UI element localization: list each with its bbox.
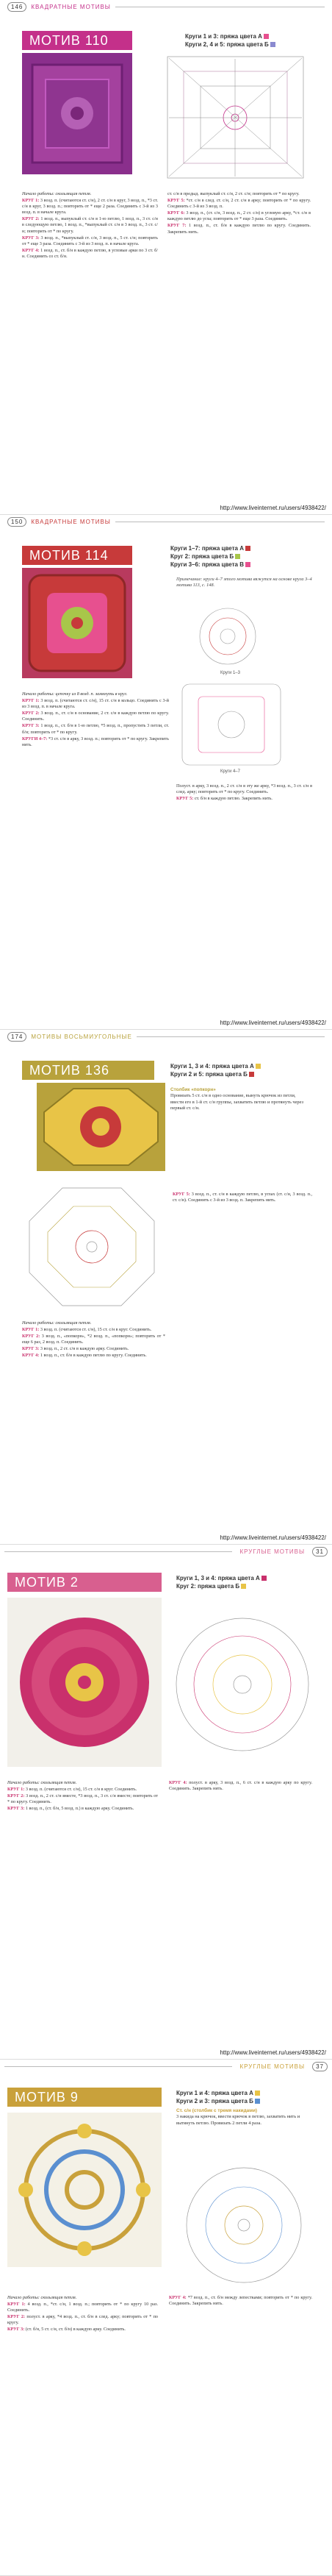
instructions-col-1: Начало работы: цепочку из 8 возд. п. замкнуть в круг. КРУГ 1: 3 возд. п. (считаются ст. с/н), 15 ст. с/н в кольцо. Соединить с 3-й из 3 возд. п. в начале круга. КРУГ 2: 3 возд. п., ст. с/н в основание, 2 ст. с/н в каждую петлю по кругу. Соединить. КРУГ 3: 1 возд. п., ст. б/н в 1-ю петлю, *5 возд. п., пропустить 3 петли, ст. б/н; повторить от * по кругу. КРУГИ 4–7: *3 ст. с/н в арку, 3 возд. п.; повторить от * по кругу. Закрепить нить.	[22, 691, 169, 747]
section-name: КРУГЛЫЕ МОТИВЫ	[239, 2063, 306, 2070]
yarn-legend: Круги 1 и 3: пряжа цвета А Круги 2, 4 и 5: пряжа цвета Б	[185, 32, 275, 49]
crochet-diagram-2	[176, 680, 286, 769]
motif-photo	[22, 568, 132, 678]
page-number: 31	[312, 1547, 328, 1556]
page-motif-110	[0, 0, 332, 515]
yarn-legend: Круги 1 и 4: пряжа цвета А Круги 2 и 3: пряжа цвета Б	[176, 2089, 260, 2105]
instructions-col-1: Начало работы: скользящая петля. КРУГ 1: 4 возд. п., *ст. с/н, 1 возд. п.; повторить от * по кругу 10 раз. Соединить. КРУГ 2: полуст. в арку, *4 возд. п., ст. б/н в след. арку; повторить от * по кругу. КРУГ 3: (ст. б/н, 5 ст. с/н, ст. б/н) в каждую арку. Соединить.	[7, 2295, 158, 2333]
motif-photo	[22, 53, 132, 174]
source-url[interactable]: http://www.liveinternet.ru/users/4938422/	[0, 2048, 332, 2058]
crochet-diagram	[169, 1604, 316, 1765]
page-header	[0, 2060, 332, 2073]
motif-title: МОТИВ 110	[22, 31, 132, 50]
page-motif-2	[0, 1545, 332, 2060]
section-name: КВАДРАТНЫЕ МОТИВЫ	[31, 3, 111, 10]
section-name: МОТИВЫ ВОСЬМИУГОЛЬНЫЕ	[31, 1033, 132, 1040]
page-motif-114	[0, 515, 332, 1030]
section-name: КВАДРАТНЫЕ МОТИВЫ	[31, 518, 111, 525]
source-url[interactable]: http://www.liveinternet.ru/users/4938422/	[0, 1533, 332, 1543]
crochet-diagram	[22, 1181, 162, 1313]
motif-title: МОТИВ 2	[7, 1573, 162, 1592]
motif-title: МОТИВ 9	[7, 2088, 162, 2107]
source-url[interactable]: http://www.liveinternet.ru/users/4938422/	[0, 503, 332, 513]
page-number: 37	[312, 2062, 328, 2071]
instructions-col-2: КРУГ 5: 3 возд. п., ст. с/н в каждую петлю, в углах (ст. с/н, 3 возд. п., ст. с/н). Соединить с 3-й из 3 возд. п. Закрепить нить.	[173, 1192, 312, 1203]
diagram-caption-2: Круги 4–7	[220, 769, 240, 774]
page-header	[0, 1545, 332, 1558]
stitch-box: Столбик «попкорн» Провязать 5 ст. с/н в одно основание, вынуть крючок из петли, ввести его в 1-й ст. с/н группы, захватить петлю и протянуть через первый ст. с/н.	[170, 1087, 304, 1111]
motif-photo	[7, 2113, 162, 2267]
instructions-col-1: Начало работы: скользящая петля. КРУГ 1: 3 возд. п. (считаются ст. с/н), 15 ст. с/н в круг. Соединить. КРУГ 2: 3 возд. п., «попкорн», *2 возд. п., «попкорн»; повторить от * еще 6 раз, 2 возд. п. Соединить. КРУГ 3: 3 возд. п., 2 ст. с/н в каждую арку. Соединить. КРУГ 4: 1 возд. п., ст. б/н в каждую петлю по кругу. Соединить.	[22, 1320, 165, 1359]
page-number: 174	[7, 1032, 26, 1042]
page-motif-136	[0, 1030, 332, 1545]
instructions-col-2: КРУГ 4: полуст. в арку, 3 возд. п., 6 ст. с/н в каждую арку по кругу. Соединить. Закрепить нить.	[169, 1780, 312, 1792]
motif-photo	[37, 1083, 165, 1171]
stitch-box: Ст. с/н (столбик с тремя накидами) 3 накида на крючок, ввести крючок в петлю, захватить нить и вытянуть петлю. Провязать 2 петли 4 раза.	[176, 2108, 300, 2126]
note-text: Примечание: круги 4–7 этого мотива вяжутся на основе круга 3–4 мотива 113, с. 148.	[176, 577, 312, 588]
crochet-diagram	[173, 2163, 316, 2288]
crochet-diagram	[160, 53, 311, 182]
page-number: 146	[7, 2, 26, 12]
section-name: КРУГЛЫЕ МОТИВЫ	[239, 1548, 306, 1555]
instructions-col-2: КРУГ 4: *7 возд. п., ст. б/н между лепестками; повторить от * по кругу. Соединить. Закрепить нить.	[169, 2295, 312, 2307]
page-motif-9	[0, 2060, 332, 2576]
page-header	[0, 0, 332, 13]
page-header	[0, 1030, 332, 1043]
instructions-col-2: Полуст. в арку, 3 возд. п., 2 ст. с/н в эту же арку, *3 возд. п., 3 ст. с/н в след. арку; повторить от * по кругу. Соединить. КРУГ 5: ст. б/н в каждую петлю. Закрепить нить.	[176, 783, 312, 802]
yarn-legend: Круги 1, 3 и 4: пряжа цвета А Круги 2 и 5: пряжа цвета Б	[170, 1062, 261, 1078]
motif-title: МОТИВ 114	[22, 546, 132, 565]
yarn-legend: Круги 1–7: пряжа цвета А Круг 2: пряжа цвета Б Круги 3–6: пряжа цвета В	[170, 544, 250, 569]
source-url[interactable]: http://www.liveinternet.ru/users/4938422/	[0, 1018, 332, 1028]
motif-photo	[7, 1598, 162, 1767]
diagram-caption-1: Круги 1–3	[220, 671, 240, 675]
page-number: 150	[7, 517, 26, 527]
page-header	[0, 515, 332, 528]
instructions-col-1: Начало работы: скользящая петля. КРУГ 1: 3 возд. п. (считаются ст. с/н), 2 ст. с/н в круг, 3 возд. п., *3 ст. с/н в круг, 3 возд. п.; повторить от * еще 2 раза. Соединить с 3-й из 3 возд. п. в начале круга. КРУГ 2: 1 возд. п., выпуклый ст. с/н в 1-ю петлю, 1 возд. п., 3 ст. с/н в следующую петлю, 1 возд. п., *выпуклый ст. с/н в 3 возд. п., 3 ст. с/н; повторить от * по кругу. КРУГ 3: 3 возд. п., *выпуклый ст. с/н, 3 возд. п., 5 ст. с/н; повторить от * еще 3 раза. Соединить с 3-й из 3 возд. п. в начале круга. КРУГ 4: 1 возд. п., ст. б/н в каждую петлю, в угловые арки по 3 ст. б/н. Соединить со ст. б/н.	[22, 191, 158, 259]
crochet-diagram-1	[184, 603, 272, 669]
motif-title: МОТИВ 136	[22, 1061, 154, 1080]
instructions-col-1: Начало работы: скользящая петля. КРУГ 1: 3 возд. п. (считаются ст. с/н), 15 ст. с/н в круг. Соединить. КРУГ 2: 3 возд. п., 2 ст. с/н вместе, *3 возд. п., 3 ст. с/н вместе; повторить от * по кругу. Соединить. КРУГ 3: 1 возд. п., (ст. б/н, 5 возд. п.) в каждую арку. Соединить.	[7, 1780, 158, 1812]
instructions-col-2: ст. с/н в предыд. выпуклый ст. с/н, 2 ст. с/н; повторить от * по кругу. КРУГ 5: *ст. с/н в след. ст. с/н, 2 ст. с/н в арку; повторить от * по кругу. Соединить с 3-й из 3 возд. п. КРУГ 6: 3 возд. п., (ст. с/н, 3 возд. п., 2 ст. с/н) в угловую арку, *ст. с/н в каждую петлю до угла; повторить от * еще 3 раза. Соединить. КРУГ 7: 1 возд. п., ст. б/н в каждую петлю по кругу. Соединить. Закрепить нить.	[167, 191, 311, 235]
yarn-legend: Круги 1, 3 и 4: пряжа цвета А Круг 2: пряжа цвета Б	[176, 1574, 267, 1590]
